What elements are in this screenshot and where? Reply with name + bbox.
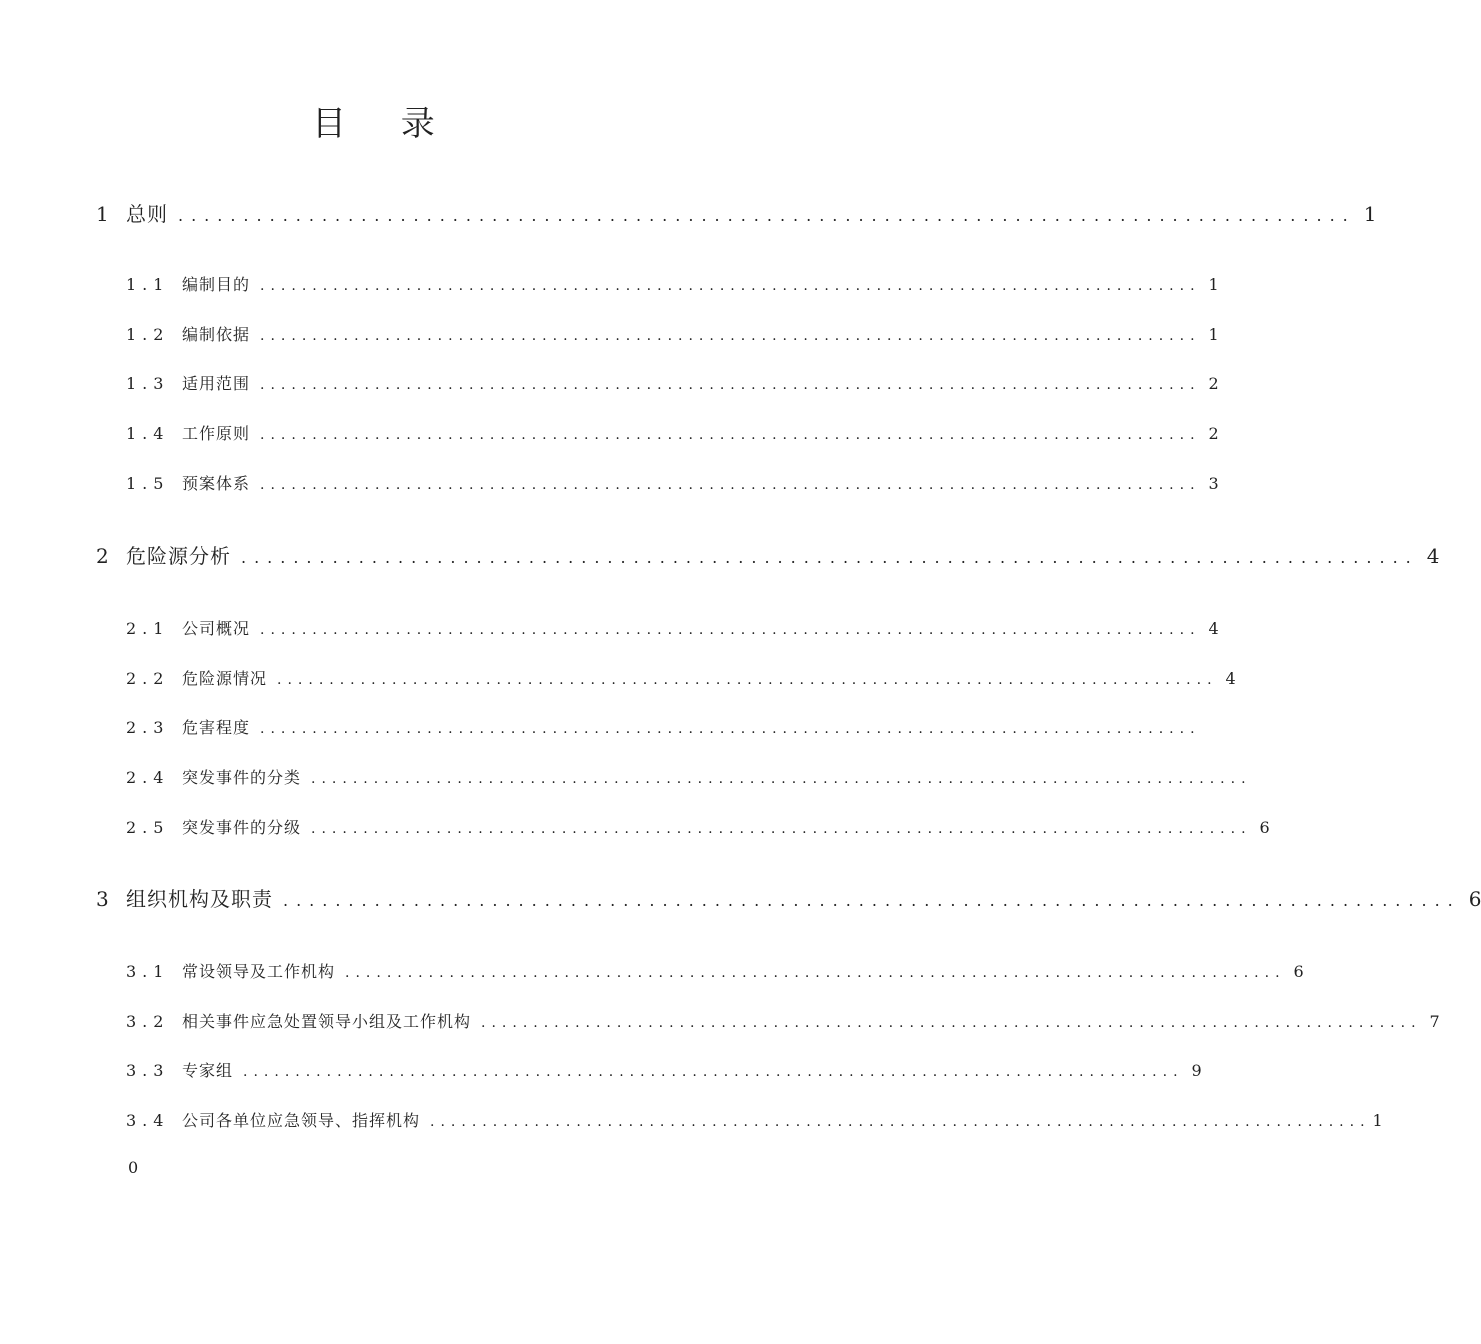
entry-title: 总则 [126, 202, 168, 226]
entry-title: 危险源情况 [182, 669, 268, 688]
entry-page: 1 [1372, 1111, 1383, 1130]
entry-number: 3 [96, 887, 115, 911]
wrapped-page-number: 0 [128, 1158, 139, 1177]
entry-page: 6 [1259, 818, 1270, 837]
entry-number: 2.4 [126, 768, 170, 787]
toc-entry[interactable] [126, 371, 1219, 395]
entry-number: 2 [96, 544, 115, 568]
dot-leader: .......................................................................................... [430, 1114, 1371, 1130]
toc-entry[interactable] [96, 883, 1481, 911]
entry-number: 2.2 [126, 669, 170, 688]
entry-title: 专家组 [182, 1061, 234, 1080]
dot-leader: .......................................................................................... [283, 891, 1461, 910]
dot-leader: .......................................................................................... [481, 1015, 1422, 1031]
entry-number: 2.3 [126, 718, 170, 737]
entry-page: 1 [1208, 275, 1219, 294]
entry-title: 预案体系 [182, 474, 251, 493]
entry-number: 1.5 [126, 474, 170, 493]
entry-number: 3.3 [126, 1061, 170, 1080]
entry-number: 3.2 [126, 1012, 170, 1031]
entry-page: 3 [1208, 474, 1219, 493]
entry-number: 1.4 [126, 424, 170, 443]
toc-entry[interactable] [126, 815, 1270, 839]
dot-leader: .......................................................................................... [243, 1064, 1184, 1080]
entry-title: 公司概况 [182, 619, 251, 638]
dot-leader: .......................................................................................... [345, 965, 1286, 981]
toc-entry[interactable] [126, 616, 1219, 640]
entry-title: 编制目的 [182, 275, 251, 294]
toc-entry[interactable] [96, 198, 1377, 226]
entry-number: 1.1 [126, 275, 170, 294]
entry-number: 1 [96, 202, 115, 226]
entry-number: 2.1 [126, 619, 170, 638]
toc-entry[interactable] [126, 666, 1236, 690]
entry-page: 7 [1429, 1012, 1440, 1031]
entry-title: 组织机构及职责 [126, 887, 273, 911]
toc-entry[interactable] [126, 421, 1219, 445]
entry-page: 1 [1208, 325, 1219, 344]
dot-leader: .......................................................................................... [311, 821, 1252, 837]
dot-leader: .......................................................................................... [241, 548, 1419, 567]
entry-title: 突发事件的分类 [182, 768, 302, 787]
entry-page: 2 [1208, 374, 1219, 393]
dot-leader: .......................................................................................... [260, 477, 1201, 493]
entry-page: 9 [1191, 1061, 1202, 1080]
dot-leader: .......................................................................................... [260, 622, 1201, 638]
entry-number: 3.1 [126, 962, 170, 981]
entry-page: 4 [1225, 669, 1236, 688]
toc-entry[interactable] [126, 715, 1201, 739]
toc-entry[interactable] [126, 1058, 1202, 1082]
dot-leader: .......................................................................................... [260, 278, 1201, 294]
entry-title: 公司各单位应急领导、指挥机构 [182, 1111, 421, 1130]
entry-title: 常设领导及工作机构 [182, 962, 336, 981]
entry-page: 6 [1293, 962, 1304, 981]
entry-title: 相关事件应急处置领导小组及工作机构 [182, 1012, 472, 1031]
entry-number: 2.5 [126, 818, 170, 837]
dot-leader: .......................................................................................... [311, 771, 1252, 787]
toc-entry[interactable] [96, 540, 1440, 568]
dot-leader: .......................................................................................... [260, 721, 1201, 737]
entry-title: 突发事件的分级 [182, 818, 302, 837]
entry-number: 1.3 [126, 374, 170, 393]
toc-entry[interactable] [126, 1108, 1383, 1132]
entry-page: 6 [1468, 887, 1481, 911]
toc-entry[interactable] [126, 322, 1219, 346]
entry-page: 2 [1208, 424, 1219, 443]
dot-leader: .......................................................................................... [260, 377, 1201, 393]
toc-title: 目 录 [312, 104, 457, 144]
entry-number: 1.2 [126, 325, 170, 344]
dot-leader: .......................................................................................... [260, 328, 1201, 344]
entry-title: 编制依据 [182, 325, 251, 344]
entry-title: 危害程度 [182, 718, 251, 737]
entry-number: 3.4 [126, 1111, 170, 1130]
entry-title: 适用范围 [182, 374, 251, 393]
toc-entry[interactable] [126, 959, 1304, 983]
dot-leader: .......................................................................................... [178, 206, 1356, 225]
entry-title: 工作原则 [182, 424, 251, 443]
toc-entry[interactable] [126, 765, 1252, 789]
entry-page: 1 [1363, 202, 1377, 226]
entry-page: 4 [1426, 544, 1440, 568]
dot-leader: .......................................................................................... [260, 427, 1201, 443]
toc-entry[interactable] [126, 1009, 1440, 1033]
entry-title: 危险源分析 [126, 544, 231, 568]
toc-entry[interactable] [126, 272, 1219, 296]
toc-entry[interactable] [126, 471, 1219, 495]
dot-leader: .......................................................................................... [277, 672, 1218, 688]
entry-page: 4 [1208, 619, 1219, 638]
